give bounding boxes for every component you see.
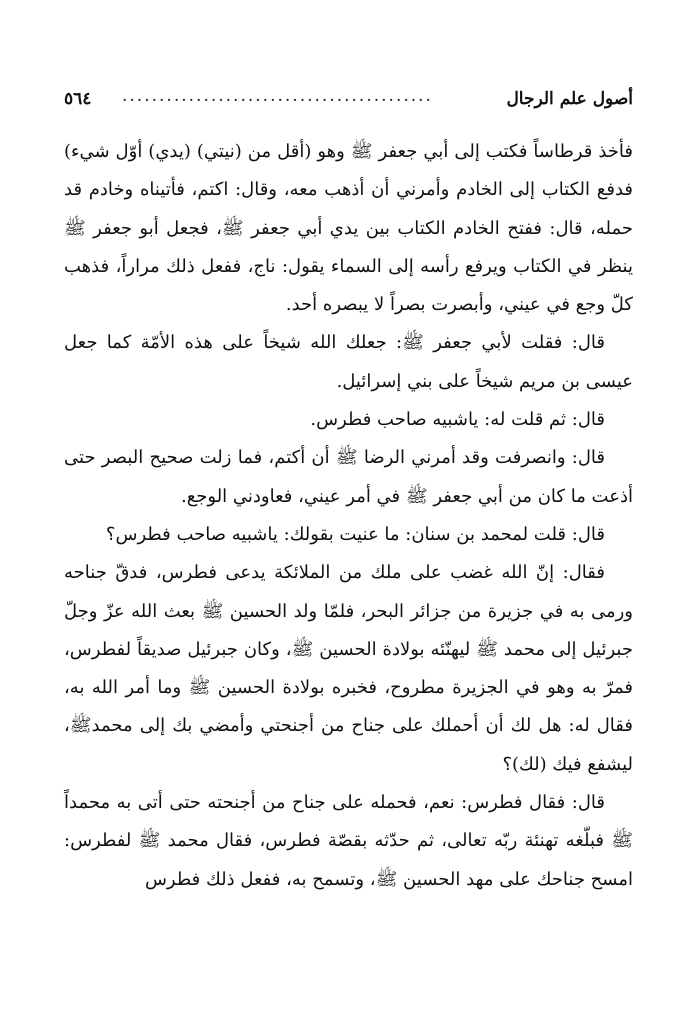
paragraph-5: قال: قلت لمحمد بن سنان: ما عنيت بقولك: ياشبيه صاحب فطرس؟ — [105, 523, 605, 545]
paragraph-2: قال: فقلت لأبي جعفر ﷺ: جعلك الله شيخاً على هذه الأمّة كما جعل عيسى بن مريم شيخاً على بني إسرائيل. — [64, 332, 633, 392]
page-header — [64, 84, 633, 114]
paragraph-4: قال: وانصرفت وقد أمرني الرضا ﷺ أن أكتم، فما زلت صحيح البصر حتى أذعت ما كان من أبي جعفر ﷺ في أمر عيني، فعاودني الوجع. — [64, 447, 633, 507]
paragraph-7: قال: فقال فطرس: نعم، فحمله على جناح من أجنحته حتى أتى به محمداً ﷺ فبلّغه تهنئة ربّه تعالى، ثم حدّثه بقصّة فطرس، فقال محمد ﷺ لفطرس: امسح جناحك على مهد الحسين ﷺ، وتسمح به، ففعل ذلك فطرس — [64, 792, 633, 890]
document-body — [64, 133, 633, 899]
paragraph-1: فأخذ قرطاساً فكتب إلى أبي جعفر ﷺ وهو (أقل من (نيتي) (يدي) أوّل شيء) فدفع الكتاب إلى الخادم وأمرني أن أذهب معه، وقال: اكتم، فأتيناه وخادم قد حمله، قال: ففتح الخادم الكتاب بين يدي أبي جعفر ﷺ، فجعل أبو جعفر ﷺ ينظر في الكتاب ويرفع رأسه إلى السماء يقول: ناج، ففعل ذلك مراراً، فذهب كلّ وجع في عيني، وأبصرت بصراً لا يبصره أحد. — [64, 141, 633, 316]
paragraph-3: قال: ثم قلت له: ياشبيه صاحب فطرس. — [310, 409, 605, 431]
running-title: أصول علم الرجال — [506, 89, 633, 109]
page-number: ٥٦٤ — [64, 89, 92, 109]
paragraph-6: فقال: إنّ الله غضب على ملك من الملائكة يدعى فطرس، فدقّ جناحه ورمى به في جزيرة من جزائر البحر، فلمّا ولد الحسين ﷺ بعث الله عزّ وجلّ جبرئيل إلى محمد ﷺ ليهنّئه بولادة الحسين ﷺ، وكان جبرئيل صديقاً لفطرس، فمرّ به وهو في الجزيرة مطروح، فخبره بولادة الحسين ﷺ وما أمر الله به، فقال له: هل لك أن أحملك على جناح من أجنحتي وأمضي بك إلى محمدﷺ، ليشفع فيك (لك)؟ — [64, 562, 633, 775]
header-leader-dots: .......................................... — [122, 86, 433, 106]
